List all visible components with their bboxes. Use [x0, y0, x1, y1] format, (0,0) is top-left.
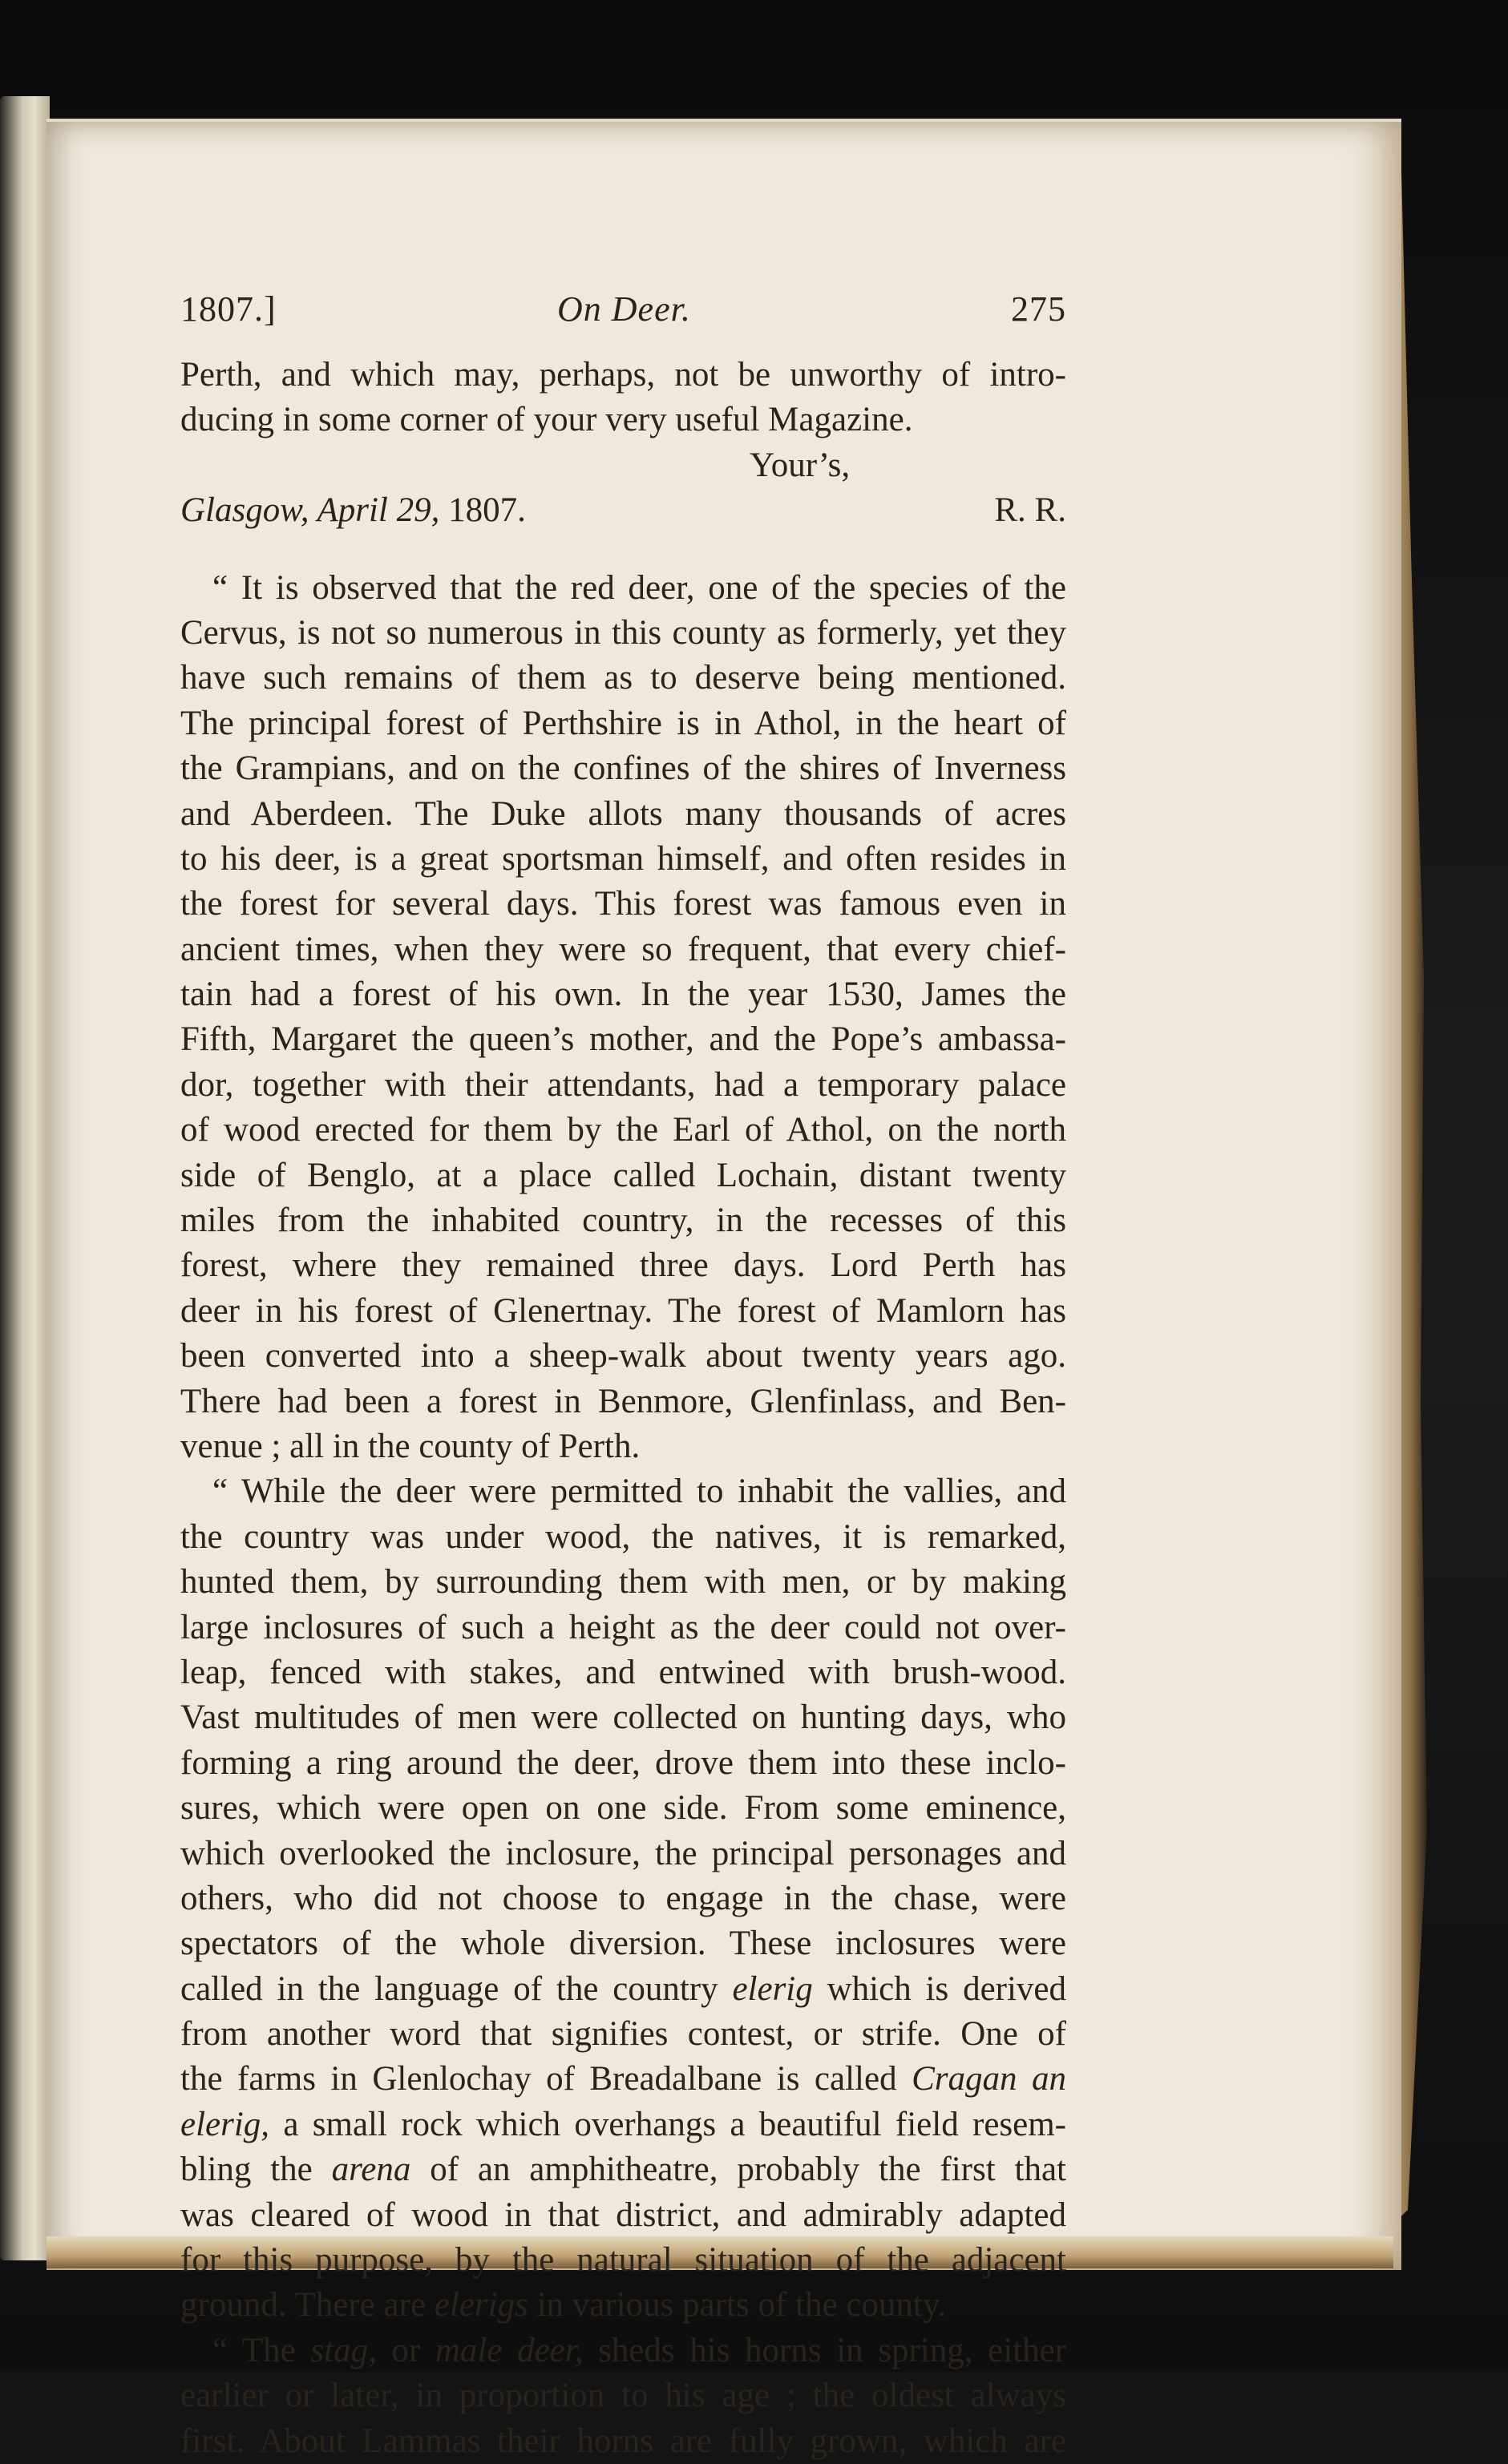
- text-run: the farms in Glenlochay of Breadalbane is called: [180, 2060, 897, 2098]
- text-line: which overlooked the inclosure, the principal personages and: [180, 1834, 1066, 1872]
- text-line: [180, 2283, 1066, 2328]
- dateline-place: Glasgow, April 29,: [180, 491, 440, 530]
- text-line: others, who did not choose to engage in the chase, were: [180, 1879, 1066, 1917]
- running-header: [180, 289, 1066, 345]
- dateline-year: 1807.: [448, 491, 526, 530]
- text-line: was cleared of wood in that district, and admirably adapted: [180, 2195, 1066, 2234]
- text-line: for this purpose, by the natural situation of the adjacent: [180, 2241, 1066, 2280]
- text-run: ground. There are: [180, 2286, 427, 2325]
- text-line: dor, together with their attendants, had a temporary palace: [180, 1065, 1066, 1104]
- text-line: [180, 2057, 1066, 2102]
- text-line: miles from the inhabited country, in the recesses of this: [180, 1202, 1066, 1240]
- text-run: sheds his horns in spring, either: [598, 2331, 1066, 2369]
- text-run: which is derived: [827, 1969, 1066, 2008]
- italic-term: elerigs: [434, 2286, 528, 2325]
- text-line: “ It is observed that the red deer, one of the species of the: [212, 568, 1066, 607]
- dateline: [180, 488, 1066, 533]
- paragraph-1: [180, 566, 1066, 1470]
- text-line: Cervus, is not so numerous in this county as formerly, yet they: [180, 613, 1066, 652]
- text-run: of an amphitheatre, probably the first that: [430, 2151, 1066, 2189]
- text-line: tain had a forest of his own. In the year 1530, James the: [180, 976, 1066, 1014]
- paragraph-2: [180, 1469, 1066, 2328]
- text-line: Vast multitudes of men were collected on hunting days, who: [180, 1699, 1066, 1737]
- text-line: to his deer, is a great sportsman himself, and often resides in: [180, 839, 1066, 878]
- italic-term: arena: [331, 2151, 411, 2189]
- text-line: of wood erected for them by the Earl of Athol, on the north: [180, 1111, 1066, 1149]
- italic-term: elerig: [732, 1969, 813, 2008]
- text-line: the country was under wood, the natives, it is remarked,: [180, 1517, 1066, 1556]
- text-line: The principal forest of Perthshire is in Athol, in the heart of: [180, 704, 1066, 742]
- page-number: 275: [1011, 289, 1066, 329]
- text-line: [180, 2147, 1066, 2192]
- header-title: On Deer.: [557, 289, 691, 329]
- italic-term: Cragan an: [912, 2060, 1066, 2098]
- text-line: deer in his forest of Glenertnay. The forest of Mamlorn has: [180, 1291, 1066, 1330]
- header-year: 1807.]: [180, 289, 277, 329]
- italic-term: stag,: [310, 2331, 377, 2369]
- letter-line: Perth, and which may, perhaps, not be unworthy of intro-: [180, 356, 1066, 394]
- paragraph-3: [180, 2329, 1066, 2464]
- text-line: “ While the deer were permitted to inhabit the vallies, and: [212, 1472, 1066, 1511]
- text-line: leap, fenced with stakes, and entwined with brush-wood.: [180, 1653, 1066, 1691]
- text-line: large inclosures of such a height as the deer could not over-: [180, 1608, 1066, 1646]
- text-run: called in the language of the country: [180, 1969, 718, 2008]
- text-line: and Aberdeen. The Duke allots many thousands of acres: [180, 794, 1066, 833]
- text-line: first. About Lammas their horns are fully grown, which are: [180, 2422, 1066, 2460]
- book-spine: [0, 96, 50, 2260]
- text-line: the forest for several days. This forest was famous even in: [180, 885, 1066, 923]
- text-line: [180, 1967, 1066, 2012]
- text-run: or: [391, 2331, 421, 2369]
- text-run: in various parts of the county.: [536, 2286, 947, 2325]
- text-line: sures, which were open on one side. From some eminence,: [180, 1789, 1066, 1828]
- text-line: side of Benglo, at a place called Lochain, distant twenty: [180, 1156, 1066, 1194]
- text-run: a small rock which overhangs a beautiful field resem-: [283, 2105, 1066, 2143]
- text-line: [180, 2329, 1066, 2373]
- text-line: the Grampians, and on the confines of the shires of Inverness: [180, 749, 1066, 788]
- text-line: There had been a forest in Benmore, Glenfinlass, and Ben-: [180, 1382, 1066, 1420]
- text-line: ancient times, when they were so frequent, that every chief-: [180, 930, 1066, 968]
- italic-term: male deer,: [435, 2331, 584, 2369]
- text-line: have such remains of them as to deserve being mentioned.: [180, 659, 1066, 697]
- text-line: [180, 2102, 1066, 2147]
- text-line: earlier or later, in proportion to his age ; the oldest always: [180, 2377, 1066, 2415]
- text-line: been converted into a sheep-walk about twenty years ago.: [180, 1337, 1066, 1375]
- text-line: forest, where they remained three days. Lord Perth has: [180, 1246, 1066, 1285]
- text-run: bling the: [180, 2151, 313, 2189]
- text-line: forming a ring around the deer, drove them into these inclo-: [180, 1743, 1066, 1782]
- text-line: hunted them, by surrounding them with men, or by making: [180, 1563, 1066, 1602]
- text-line: spectators of the whole diversion. These inclosures were: [180, 1925, 1066, 1963]
- letter-line: ducing in some corner of your very useful Magazine.: [180, 401, 913, 439]
- text-line: from another word that signifies contest, or strife. One of: [180, 2015, 1066, 2054]
- text-line: venue ; all in the county of Perth.: [180, 1427, 641, 1465]
- letter-closing: Your’s,: [750, 446, 851, 484]
- italic-term: elerig,: [180, 2105, 270, 2143]
- text-line: Fifth, Margaret the queen’s mother, and the Pope’s ambassa-: [180, 1020, 1066, 1059]
- text-run: “ The: [212, 2331, 296, 2369]
- signature: R. R.: [994, 491, 1066, 530]
- body-text: [180, 353, 1066, 2464]
